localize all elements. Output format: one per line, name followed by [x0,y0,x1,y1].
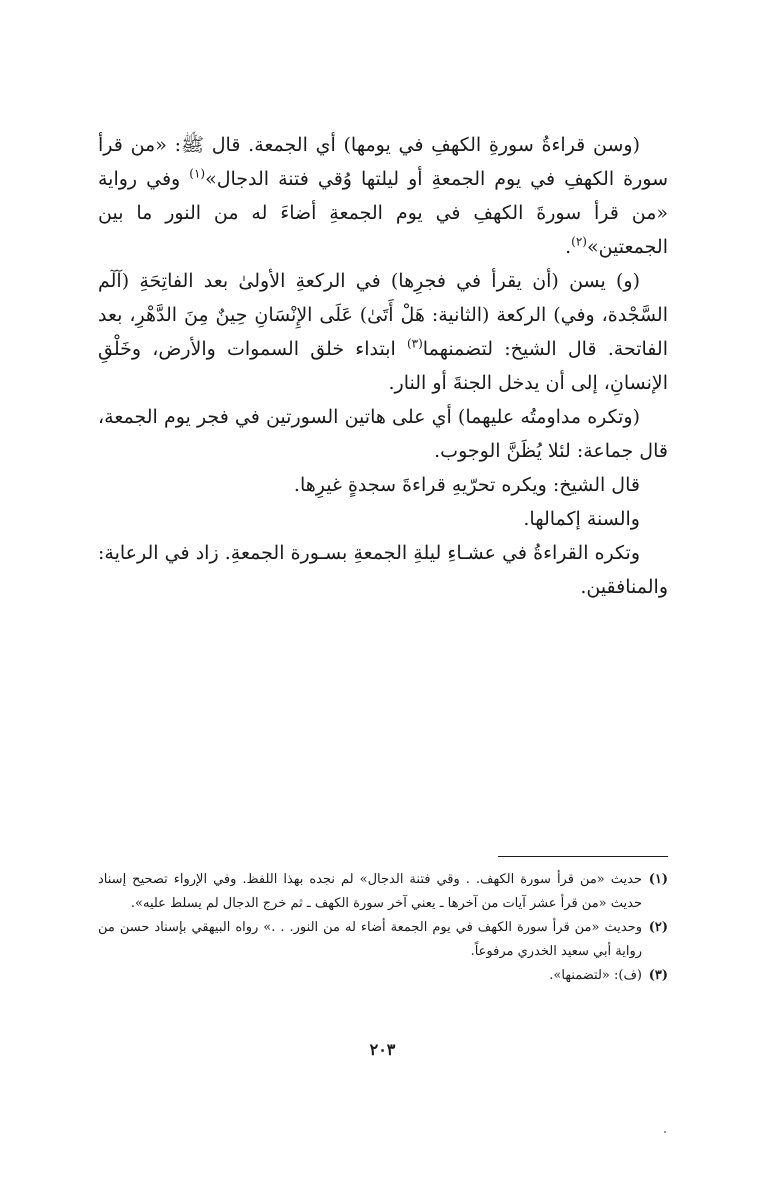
footnote-3 [98,964,668,988]
footnote-ref-1[interactable]: (١) [189,166,206,181]
footnote-1 [98,868,668,916]
footnotes-section [98,868,668,988]
footnote-3-text: (ف): «لتضمنها». [549,968,642,983]
paragraph-kahf [98,128,668,264]
paragraph-fajr-text: (و) يسن (أن يقرأ في فجرِها) في الركعةِ الأولىٰ بعد الفاتِحَةِ (آلٓم السَّجْدة، وفي) الركعة (الثانية: هَلْ أَتَىٰ) عَلَى الإِنْسَانِ حِينٌ مِنَ الدَّهْرِ، بعد الفاتحة. قال الشيخ: لتضمنهما [98,270,668,360]
footnote-ref-2[interactable]: (٢) [571,234,587,249]
paragraph-makruh: (وتكره مداومتُه عليهما) أي على هاتين السورتين في فجر يوم الجمعة، قال جماعة: لئلا يُظَنَّ الوجوب. [98,406,668,462]
paragraph-kahf-end: . [565,236,572,258]
paragraph-sunnah: والسنة إكمالها. [523,508,640,530]
paragraph-fajr [98,264,668,400]
footnote-ref-3[interactable]: (٣) [406,336,423,351]
scan-speck [664,1131,666,1133]
footnote-2-number: (٢) [648,920,668,935]
page-number: ٢٠٣ [369,1040,396,1059]
paragraph-isha: وتكره القراءةُ في عشـاءِ ليلةِ الجمعةِ بسـورة الجمعةِ. زاد في الرعاية: والمنافقين. [98,542,668,598]
main-text [98,128,668,604]
paragraph-sheikh: قال الشيخ: ويكره تحرّيهِ قراءةَ سجدةٍ غيرِها. [293,474,640,496]
footnote-1-text: حديث «من قرأ سورة الكهف. . وقي فتنة الدجال» لم نجده بهذا اللفظ. وفي الإرواء تصحيح إسناد حديث «من قرأ عشر آيات من آخرها ـ يعني آخر سورة الكهف ـ ثم خرج الدجال لم يسلط عليه». [98,872,642,911]
paragraph-fajr-text-2: ابتداء خلق السموات والأرض، وخَلْقِ الإنسانِ، إلى أن يدخل الجنةَ أو النار. [98,338,668,394]
footnote-2 [98,916,668,964]
paragraph-kahf-text-2: وفي رواية «من قرأ سورةَ الكهفِ في يوم الجمعةِ أضاءَ له من النور ما بين الجمعتين» [98,168,668,258]
footnote-2-text: وحديث «من قرأ سورة الكهف في يوم الجمعة أضاء له من النور. . .» رواه البيهقي بإسناد حسن من رواية أبي سعيد الخدري مرفوعاً. [98,920,642,959]
paragraph-kahf-text: (وسن قراءةُ سورةِ الكهفِ في يومها) أي الجمعة. قال ﷺ: «من قرأ سورة الكهفِ في يوم الجمعةِ أو ليلتها وُقي فتنة الدجال» [98,134,668,190]
footnote-1-number: (١) [648,872,668,887]
footnote-3-number: (٣) [648,968,668,983]
footnote-divider [498,856,668,857]
